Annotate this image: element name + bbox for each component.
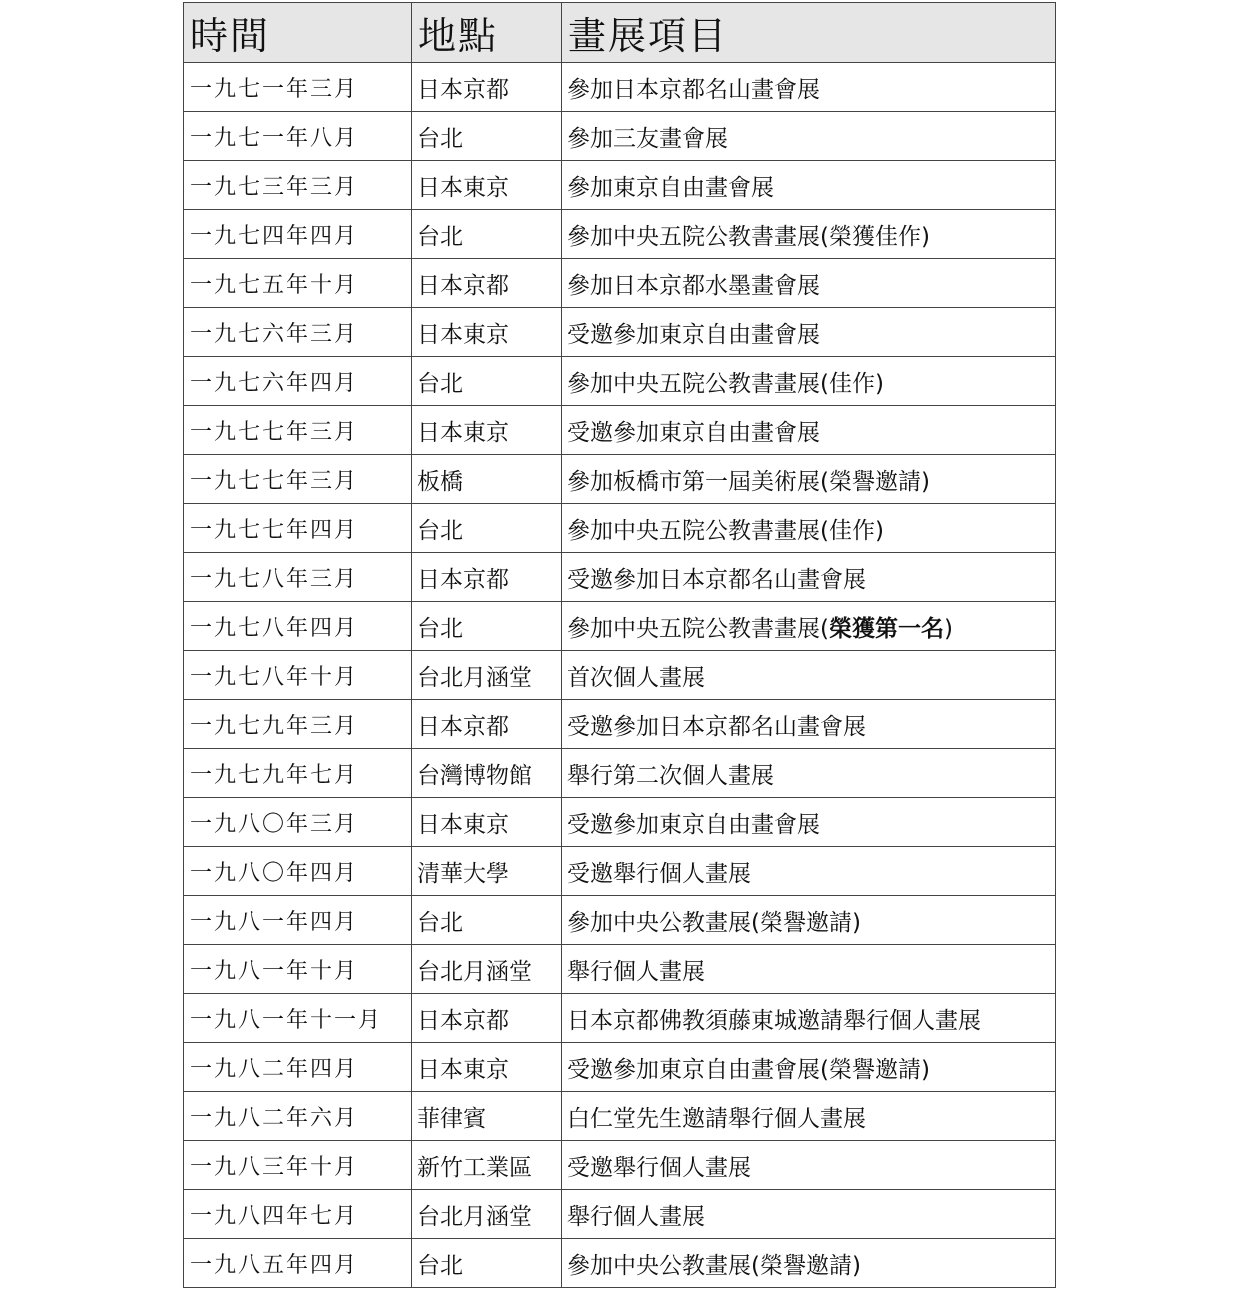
- header-time: 時間: [184, 3, 412, 63]
- cell-place: 台北: [412, 210, 562, 259]
- cell-time: 一九八〇年四月: [184, 847, 412, 896]
- cell-time: 一九七九年七月: [184, 749, 412, 798]
- cell-time: 一九七八年十月: [184, 651, 412, 700]
- table-row: [184, 1092, 1056, 1141]
- cell-time: 一九八二年四月: [184, 1043, 412, 1092]
- cell-place: 台灣博物館: [412, 749, 562, 798]
- table-header-row: [184, 3, 1056, 63]
- item-text: 舉行個人畫展: [567, 1203, 705, 1230]
- cell-place: 日本京都: [412, 259, 562, 308]
- cell-time: 一九七四年四月: [184, 210, 412, 259]
- table-row: [184, 504, 1056, 553]
- cell-exhibition-item: [562, 1092, 1056, 1141]
- item-text: 參加日本京都水墨畫會展: [567, 272, 820, 299]
- cell-time: 一九七六年四月: [184, 357, 412, 406]
- header-exhibition-item: 畫展項目: [562, 3, 1056, 63]
- table-row: [184, 1190, 1056, 1239]
- item-text: 舉行個人畫展: [567, 958, 705, 985]
- item-text: 白仁堂先生邀請舉行個人畫展: [567, 1105, 866, 1132]
- item-text: 受邀參加東京自由畫會展: [567, 419, 820, 446]
- cell-place: 新竹工業區: [412, 1141, 562, 1190]
- item-text: 參加中央五院公教書畫展(: [567, 615, 829, 642]
- item-text: 參加中央五院公教書畫展(佳作): [567, 370, 884, 397]
- cell-time: 一九八三年十月: [184, 1141, 412, 1190]
- table-row: [184, 602, 1056, 651]
- cell-exhibition-item: [562, 357, 1056, 406]
- item-text: 受邀舉行個人畫展: [567, 860, 751, 887]
- item-tail-text: ): [943, 615, 953, 642]
- table-row: [184, 308, 1056, 357]
- cell-place: 日本東京: [412, 161, 562, 210]
- table-row: [184, 1239, 1056, 1288]
- cell-place: 板橋: [412, 455, 562, 504]
- table-row: [184, 1141, 1056, 1190]
- table-row: [184, 749, 1056, 798]
- cell-time: 一九七八年三月: [184, 553, 412, 602]
- item-text: 參加中央公教畫展(榮譽邀請): [567, 1252, 861, 1279]
- table-row: [184, 1043, 1056, 1092]
- cell-exhibition-item: [562, 651, 1056, 700]
- item-text: 參加中央五院公教書畫展(榮獲佳作): [567, 223, 930, 250]
- cell-exhibition-item: [562, 700, 1056, 749]
- cell-place: 台北: [412, 357, 562, 406]
- cell-place: 台北: [412, 602, 562, 651]
- cell-time: 一九八四年七月: [184, 1190, 412, 1239]
- cell-place: 清華大學: [412, 847, 562, 896]
- cell-time: 一九七七年四月: [184, 504, 412, 553]
- cell-place: 日本京都: [412, 700, 562, 749]
- cell-time: 一九七一年八月: [184, 112, 412, 161]
- cell-exhibition-item: [562, 308, 1056, 357]
- cell-time: 一九七三年三月: [184, 161, 412, 210]
- item-text: 受邀參加東京自由畫會展: [567, 811, 820, 838]
- cell-time: 一九七九年三月: [184, 700, 412, 749]
- cell-place: 台北: [412, 896, 562, 945]
- cell-time: 一九八二年六月: [184, 1092, 412, 1141]
- item-text: 參加日本京都名山畫會展: [567, 76, 820, 103]
- cell-exhibition-item: [562, 1043, 1056, 1092]
- cell-time: 一九七五年十月: [184, 259, 412, 308]
- cell-place: 台北月涵堂: [412, 1190, 562, 1239]
- table-body: [184, 63, 1056, 1288]
- cell-exhibition-item: [562, 798, 1056, 847]
- cell-time: 一九七七年三月: [184, 406, 412, 455]
- table-row: [184, 945, 1056, 994]
- cell-place: 台北: [412, 504, 562, 553]
- item-text: 參加中央公教畫展(榮譽邀請): [567, 909, 861, 936]
- cell-exhibition-item: [562, 1239, 1056, 1288]
- table-row: [184, 896, 1056, 945]
- cell-time: 一九七一年三月: [184, 63, 412, 112]
- cell-place: 台北: [412, 112, 562, 161]
- item-text: 日本京都佛教須藤東城邀請舉行個人畫展: [567, 1007, 981, 1034]
- cell-place: 日本京都: [412, 553, 562, 602]
- cell-time: 一九七八年四月: [184, 602, 412, 651]
- cell-place: 台北: [412, 1239, 562, 1288]
- cell-exhibition-item: [562, 1190, 1056, 1239]
- table-row: [184, 455, 1056, 504]
- exhibition-table: [183, 2, 1056, 1288]
- cell-exhibition-item: [562, 455, 1056, 504]
- cell-time: 一九七七年三月: [184, 455, 412, 504]
- table-row: [184, 357, 1056, 406]
- cell-exhibition-item: [562, 161, 1056, 210]
- cell-exhibition-item: [562, 112, 1056, 161]
- item-text: 受邀參加日本京都名山畫會展: [567, 566, 866, 593]
- table-row: [184, 700, 1056, 749]
- cell-place: 日本京都: [412, 994, 562, 1043]
- table-row: [184, 553, 1056, 602]
- cell-time: 一九八〇年三月: [184, 798, 412, 847]
- item-text: 參加東京自由畫會展: [567, 174, 774, 201]
- item-text: 參加中央五院公教書畫展(佳作): [567, 517, 884, 544]
- item-text: 受邀參加東京自由畫會展(榮譽邀請): [567, 1056, 930, 1083]
- item-text: 參加板橋市第一屆美術展(榮譽邀請): [567, 468, 930, 495]
- table-row: [184, 406, 1056, 455]
- cell-exhibition-item: [562, 1141, 1056, 1190]
- item-text: 舉行第二次個人畫展: [567, 762, 774, 789]
- cell-place: 台北月涵堂: [412, 651, 562, 700]
- cell-exhibition-item: [562, 63, 1056, 112]
- cell-exhibition-item: [562, 896, 1056, 945]
- cell-exhibition-item: [562, 259, 1056, 308]
- item-text: 受邀參加日本京都名山畫會展: [567, 713, 866, 740]
- cell-exhibition-item: [562, 602, 1056, 651]
- cell-place: 日本東京: [412, 406, 562, 455]
- table-row: [184, 798, 1056, 847]
- table-row: [184, 994, 1056, 1043]
- cell-exhibition-item: [562, 749, 1056, 798]
- table-row: [184, 259, 1056, 308]
- cell-place: 日本東京: [412, 798, 562, 847]
- table-row: [184, 847, 1056, 896]
- item-text: 受邀參加東京自由畫會展: [567, 321, 820, 348]
- cell-exhibition-item: [562, 210, 1056, 259]
- cell-place: 日本京都: [412, 63, 562, 112]
- table-row: [184, 651, 1056, 700]
- cell-exhibition-item: [562, 504, 1056, 553]
- item-text: 首次個人畫展: [567, 664, 705, 691]
- cell-place: 菲律賓: [412, 1092, 562, 1141]
- header-place: 地點: [412, 3, 562, 63]
- cell-place: 日本東京: [412, 308, 562, 357]
- cell-time: 一九八一年十一月: [184, 994, 412, 1043]
- cell-exhibition-item: [562, 553, 1056, 602]
- cell-time: 一九七六年三月: [184, 308, 412, 357]
- cell-time: 一九八一年四月: [184, 896, 412, 945]
- cell-exhibition-item: [562, 945, 1056, 994]
- cell-time: 一九八一年十月: [184, 945, 412, 994]
- item-text: 參加三友畫會展: [567, 125, 728, 152]
- item-emphasis-text: 榮獲第一名: [828, 615, 944, 642]
- cell-exhibition-item: [562, 847, 1056, 896]
- table-row: [184, 210, 1056, 259]
- cell-time: 一九八五年四月: [184, 1239, 412, 1288]
- cell-place: 日本東京: [412, 1043, 562, 1092]
- cell-place: 台北月涵堂: [412, 945, 562, 994]
- table-row: [184, 161, 1056, 210]
- table-row: [184, 112, 1056, 161]
- cell-exhibition-item: [562, 994, 1056, 1043]
- cell-exhibition-item: [562, 406, 1056, 455]
- table-row: [184, 63, 1056, 112]
- item-text: 受邀舉行個人畫展: [567, 1154, 751, 1181]
